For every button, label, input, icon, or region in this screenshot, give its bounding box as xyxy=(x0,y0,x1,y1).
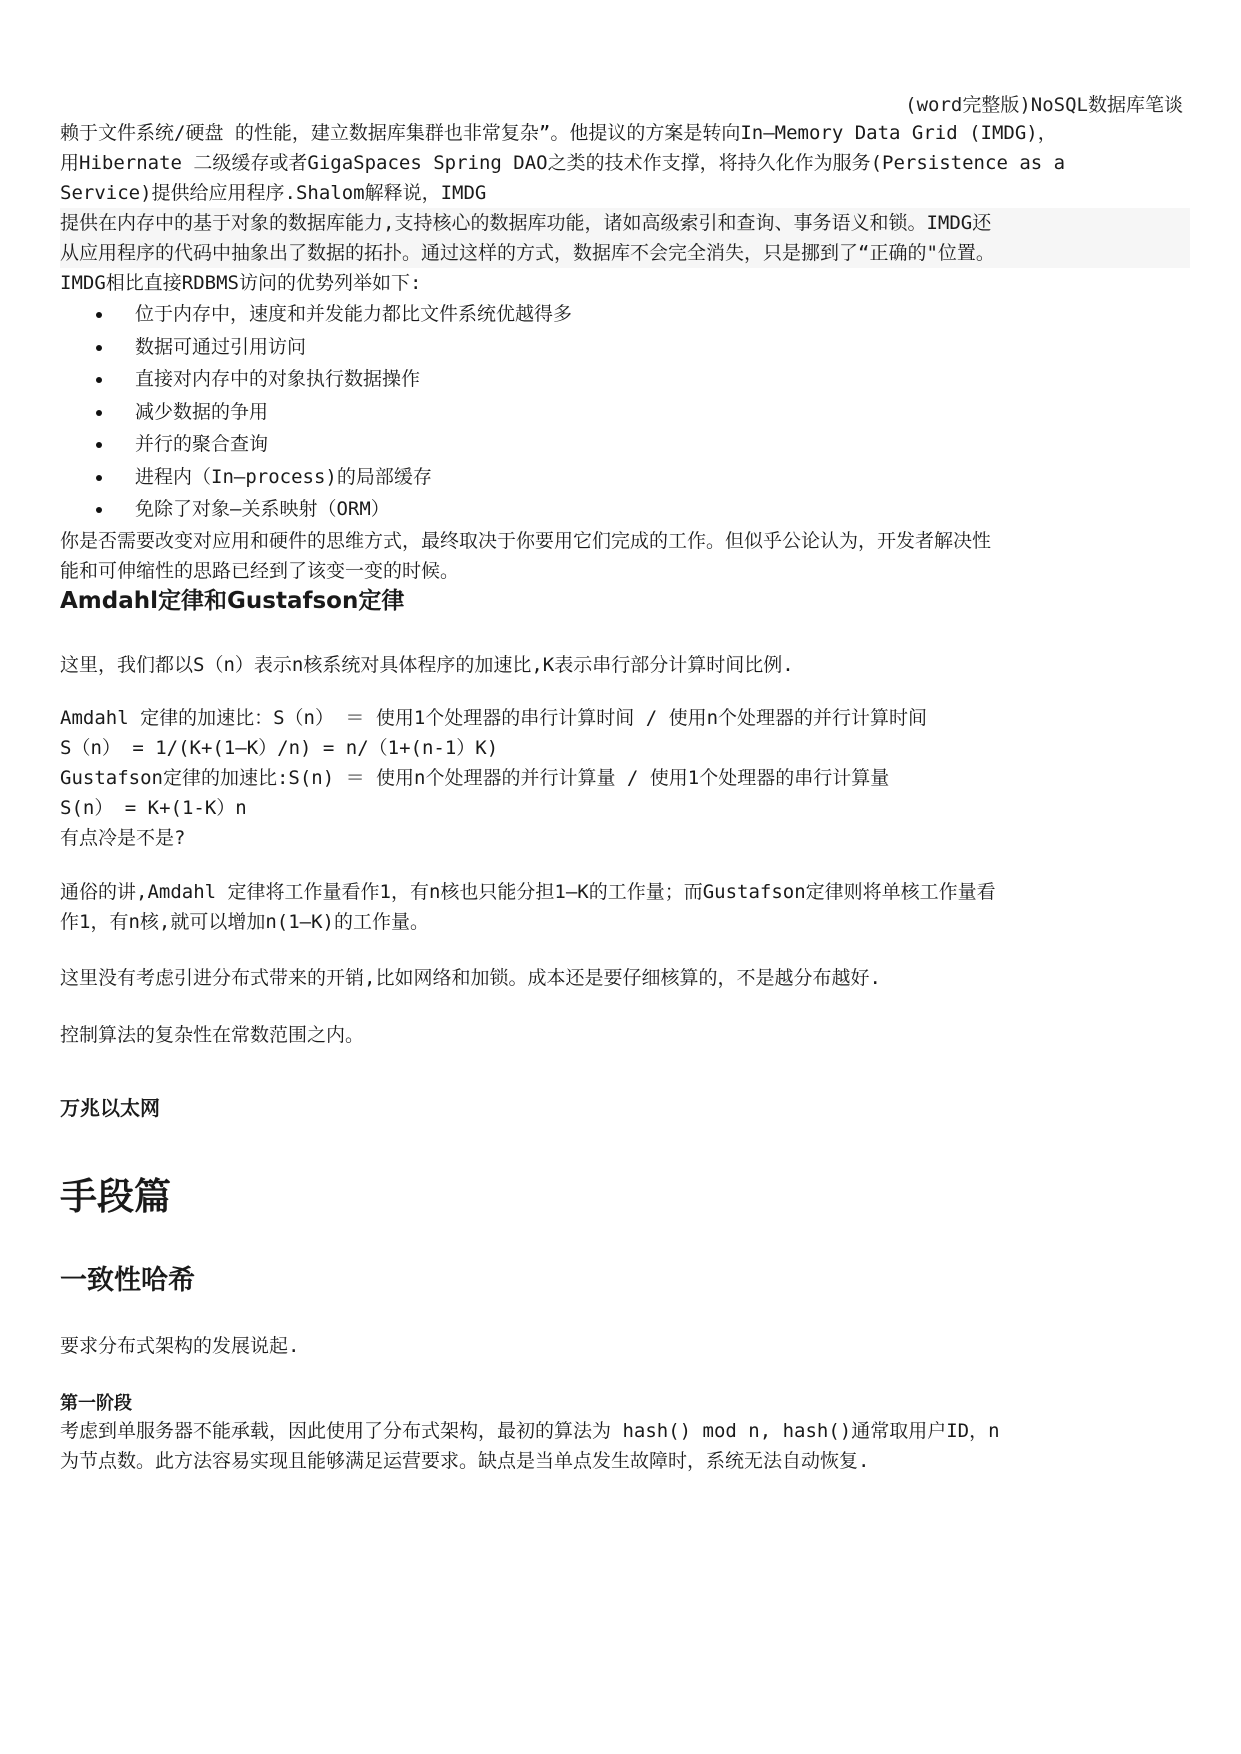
advantages-list xyxy=(60,298,1190,526)
formula-block xyxy=(60,703,1190,853)
list-item: 数据可通过引用访问 xyxy=(60,331,1190,364)
amdahl-p3: 这里没有考虑引进分布式带来的开销,比如网络和加锁。成本还是要仔细核算的，不是越分布越好. xyxy=(60,967,881,989)
intro-para2-line2: 从应用程序的代码中抽象出了数据的拓扑。通过这样的方式，数据库不会完全消失，只是挪到了“正确的"位置。 xyxy=(60,238,1190,268)
ethernet-heading: 万兆以太网 xyxy=(60,1096,160,1120)
amdahl-p2-line2: 作1，有n核,就可以增加n(1—K)的工作量。 xyxy=(60,911,429,933)
intro-para1-line2: 用Hibernate 二级缓存或者GigaSpaces Spring DAO之类的技术作支撑，将持久化作为服务(Persistence as a xyxy=(60,152,1066,174)
amdahl-p1: 这里，我们都以S（n）表示n核系统对具体程序的加速比,K表示串行部分计算时间比例. xyxy=(60,654,794,676)
list-item: 位于内存中，速度和并发能力都比文件系统优越得多 xyxy=(60,298,1190,331)
stage1-line1: 考虑到单服务器不能承载，因此使用了分布式架构，最初的算法为 hash() mod n, hash()通常取用户ID，n xyxy=(60,1420,1000,1442)
running-header: (word完整版)NoSQL数据库笔谈 xyxy=(905,94,1183,116)
stage1-body xyxy=(60,1416,1190,1476)
list-intro: IMDG相比直接RDBMS访问的优势列举如下: xyxy=(60,272,422,294)
intro-para3-line1: 你是否需要改变对应用和硬件的思维方式，最终取决于你要用它们完成的工作。但似乎公论认为，开发者解决性 xyxy=(60,529,992,552)
hash-p1: 要求分布式架构的发展说起. xyxy=(60,1335,300,1357)
intro-section xyxy=(60,118,1190,586)
formula-line: Gustafson定律的加速比:S(n) ＝ 使用n个处理器的并行计算量 / 使用1个处理器的串行计算量 xyxy=(60,767,890,789)
formula-line: S(n） = K+(1-K）n xyxy=(60,797,247,819)
hash-heading: 一致性哈希 xyxy=(60,1265,195,1296)
amdahl-p2 xyxy=(60,877,1190,937)
stage1-line2: 为节点数。此方法容易实现且能够满足运营要求。缺点是当单点发生故障时，系统无法自动恢复. xyxy=(60,1450,870,1472)
amdahl-p4: 控制算法的复杂性在常数范围之内。 xyxy=(60,1024,365,1046)
stage1-heading: 第一阶段 xyxy=(60,1393,132,1414)
part-heading: 手段篇 xyxy=(60,1174,171,1218)
list-item: 免除了对象—关系映射（ORM） xyxy=(60,493,1190,526)
list-item: 减少数据的争用 xyxy=(60,396,1190,429)
formula-line: 有点冷是不是? xyxy=(60,827,186,849)
list-item: 进程内（In—process)的局部缓存 xyxy=(60,461,1190,494)
intro-para1-line1: 赖于文件系统/硬盘 的性能，建立数据库集群也非常复杂”。他提议的方案是转向In—Memory Data Grid (IMDG)， xyxy=(60,122,1057,144)
intro-para2-line1: 提供在内存中的基于对象的数据库能力,支持核心的数据库功能，诸如高级索引和查询、事务语义和锁。IMDG还 xyxy=(60,208,1190,238)
formula-line: Amdahl 定律的加速比：S（n） ＝ 使用1个处理器的串行计算时间 / 使用n个处理器的并行计算时间 xyxy=(60,707,928,729)
intro-para1-line3: Service)提供给应用程序.Shalom解释说，IMDG xyxy=(60,182,487,204)
list-item: 并行的聚合查询 xyxy=(60,428,1190,461)
amdahl-p2-line1: 通俗的讲,Amdahl 定律将工作量看作1，有n核也只能分担1—K的工作量；而Gustafson定律则将单核工作量看 xyxy=(60,881,996,903)
intro-para3-line2: 能和可伸缩性的思路已经到了该变一变的时候。 xyxy=(60,559,460,582)
formula-line: S（n） = 1/(K+(1—K）/n) = n/（1+(n-1）K) xyxy=(60,737,499,759)
amdahl-heading: Amdahl定律和Gustafson定律 xyxy=(60,588,405,614)
list-item: 直接对内存中的对象执行数据操作 xyxy=(60,363,1190,396)
